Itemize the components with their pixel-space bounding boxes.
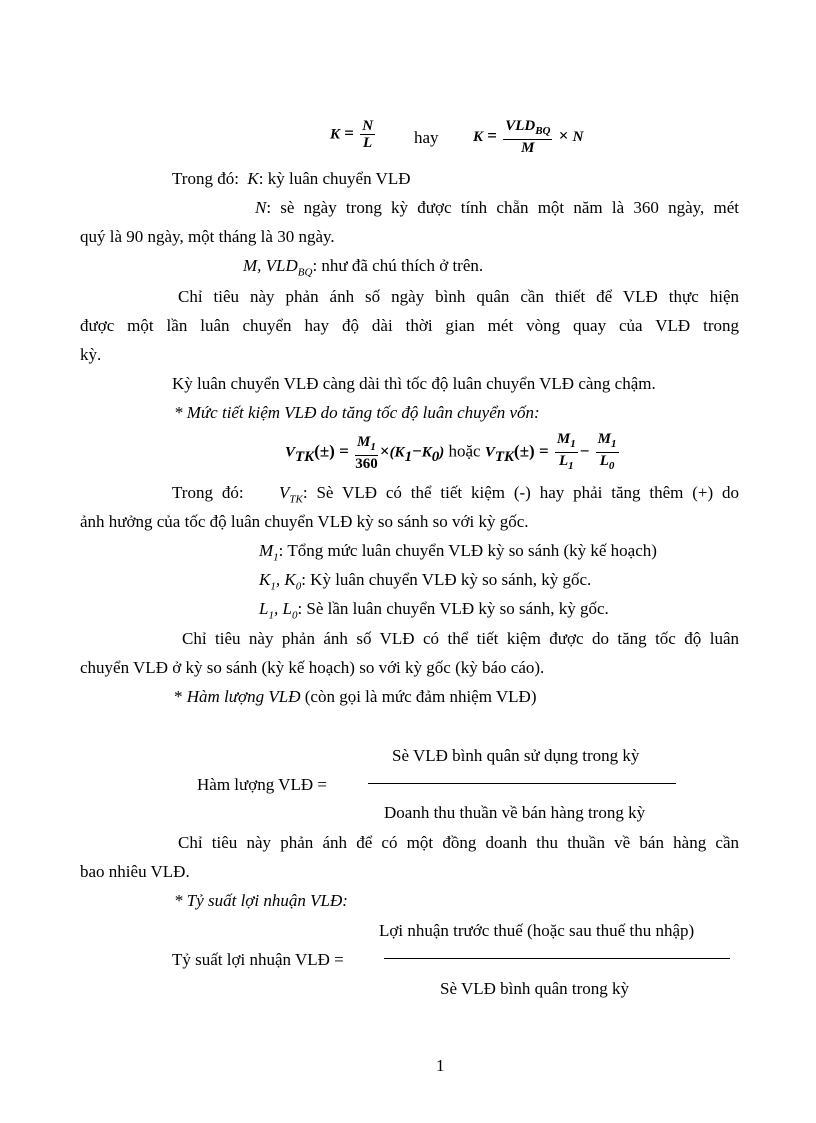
def-n-line2: quý là 90 ngày, một tháng là 30 ngày. <box>80 227 335 246</box>
def-vtk-line2: ảnh hưởng của tốc độ luân chuyển VLĐ kỳ so sánh so với kỳ gốc. <box>80 512 529 531</box>
fraction: $\frac{M_1}{L_1}$ <box>556 431 576 472</box>
def-k1-k0: $K_1$, $K_0$: Kỳ luân chuyển VLĐ kỳ so sánh, kỳ gốc. <box>259 570 592 593</box>
para1-line3: kỳ. <box>80 345 102 364</box>
ratio1-denominator: Doanh thu thuần về bán hàng trong kỳ <box>384 803 646 822</box>
ratio1-fraction-bar <box>368 783 676 784</box>
formula-operator: = <box>344 123 354 143</box>
para3-line1: Chỉ tiêu này phản ánh số VLĐ có thể tiết kiệm được do tăng tốc độ luân <box>182 629 739 648</box>
def-l1-l0: $L_1$, $L_0$: Sè lần luân chuyển VLĐ kỳ so sánh, kỳ gốc. <box>259 599 609 622</box>
def-m: M, $VLD_{BQ}$: như đã chú thích ở trên. <box>243 256 484 279</box>
heading-ty-suat: * Tỷ suất lợi nhuận VLĐ: <box>174 891 348 910</box>
fraction-denominator: M <box>521 140 535 156</box>
para4-line1: Chỉ tiêu này phản ánh để có một đồng doanh thu thuần về bán hàng cần <box>178 833 739 852</box>
ratio1-label: Hàm lượng VLĐ = <box>197 775 327 794</box>
formula-symbol: N <box>572 128 584 145</box>
formula-symbol: K <box>473 128 484 145</box>
ratio2-denominator: Sè VLĐ bình quân trong kỳ <box>440 979 630 998</box>
def-vtk-line1: Trong đó: $V_{TK}$: Sè VLĐ có thể tiết kiệm (-) hay phải tăng thêm (+) do <box>172 483 740 506</box>
formula-operator: × <box>558 125 569 145</box>
ratio2-fraction-bar <box>384 958 730 959</box>
page-number: 1 <box>436 1056 445 1075</box>
def-n-line1: N: sè ngày trong kỳ được tính chẵn một năm là 360 ngày, mét <box>255 198 739 217</box>
para1-line2: được một lần luân chuyển hay độ dài thời gian mét vòng quay của VLĐ trong <box>80 316 739 335</box>
formula-vtk: $V_{TK}(\pm)$ = $\frac{M_1}{360}$ $\times(K_1-K_0)$ hoặc $V_{TK}(\pm)$ = $\frac{M_1}{L_1}$ − $\frac{M_1}{L_0}$ <box>285 431 617 472</box>
fraction: $\frac{M_1}{360}$ <box>355 433 378 472</box>
fraction-denominator: L <box>363 135 373 151</box>
def-k: Trong đó: K: kỳ luân chuyển VLĐ <box>172 169 411 188</box>
ratio2-numerator: Lợi nhuận trước thuế (hoặc sau thuế thu nhập) <box>379 921 695 940</box>
formula-k-equals-n-over-l <box>330 118 377 151</box>
fraction-numerator: N <box>362 118 374 134</box>
para1-line1: Chỉ tiêu này phản ánh số ngày bình quân cần thiết để VLĐ thực hiện <box>178 287 739 306</box>
fraction-numerator: $VLD_{BQ}$ <box>503 118 552 140</box>
ratio1-numerator: Sè VLĐ bình quân sử dụng trong kỳ <box>392 746 640 765</box>
formula-k-equals-vld-over-m <box>473 118 584 156</box>
hay-word: hay <box>414 128 439 147</box>
fraction <box>360 118 375 151</box>
heading-ham-luong: * Hàm lượng VLĐ (còn gọi là mức đảm nhiệm VLĐ) <box>174 687 537 706</box>
fraction <box>503 118 552 156</box>
para2: Kỳ luân chuyển VLĐ càng dài thì tốc độ luân chuyển VLĐ càng chậm. <box>172 374 656 393</box>
ratio2-label: Tỷ suất lợi nhuận VLĐ = <box>172 950 344 969</box>
para3-line2: chuyển VLĐ ở kỳ so sánh (kỳ kế hoạch) so với kỳ gốc (kỳ báo cáo). <box>80 658 545 677</box>
heading-muc-tiet-kiem: * Mức tiết kiệm VLĐ do tăng tốc độ luân chuyển vốn: <box>174 403 540 422</box>
def-m1: $M_1$: Tổng mức luân chuyển VLĐ kỳ so sánh (kỳ kế hoạch) <box>259 541 657 564</box>
para4-line2: bao nhiêu VLĐ. <box>80 862 190 881</box>
formula-operator: = <box>487 125 497 145</box>
fraction: $\frac{M_1}{L_0}$ <box>597 431 617 472</box>
formula-symbol: K <box>330 126 341 143</box>
